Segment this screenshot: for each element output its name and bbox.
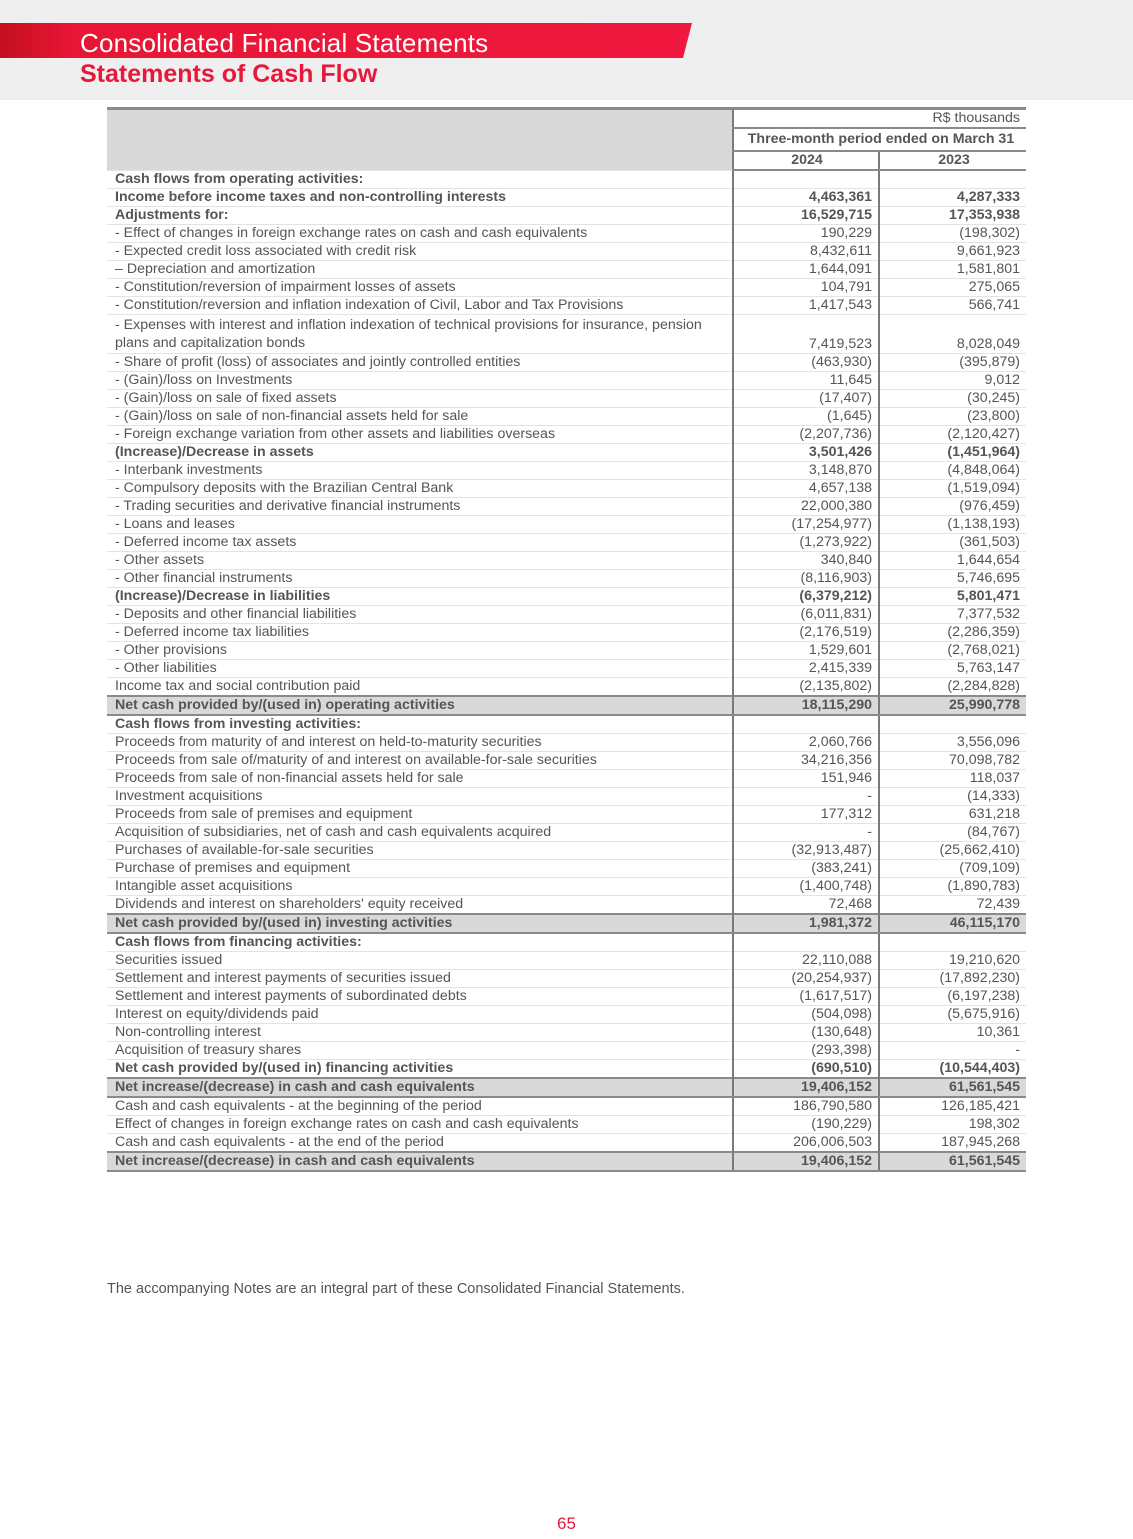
table-row (107, 1097, 1026, 1116)
table-row (107, 279, 1026, 297)
value-2024: 7,419,523 (733, 315, 879, 354)
row-label: Cash flows from operating activities: (107, 170, 733, 189)
row-label: Net cash provided by/(used in) investing activities (107, 914, 733, 933)
row-label: (Increase)/Decrease in liabilities (107, 588, 733, 606)
table-row (107, 914, 1026, 933)
value-2024: 8,432,611 (733, 243, 879, 261)
value-2024: (383,241) (733, 860, 879, 878)
value-2024: (6,379,212) (733, 588, 879, 606)
row-label: (Increase)/Decrease in assets (107, 444, 733, 462)
value-2024: 19,406,152 (733, 1152, 879, 1171)
row-label: Net cash provided by/(used in) financing activities (107, 1060, 733, 1079)
value-2024: 1,529,601 (733, 642, 879, 660)
value-2023: 118,037 (879, 770, 1026, 788)
value-2023: (10,544,403) (879, 1060, 1026, 1079)
table-row (107, 390, 1026, 408)
table-row (107, 225, 1026, 243)
table-row (107, 824, 1026, 842)
row-label: - (Gain)/loss on sale of non-financial assets held for sale (107, 408, 733, 426)
table-row (107, 462, 1026, 480)
value-2024: (32,913,487) (733, 842, 879, 860)
row-label: Cash flows from investing activities: (107, 715, 733, 734)
row-label: Cash flows from financing activities: (107, 933, 733, 952)
value-2024: (293,398) (733, 1042, 879, 1060)
value-2024: - (733, 788, 879, 806)
value-2023: (1,890,783) (879, 878, 1026, 896)
value-2024: 340,840 (733, 552, 879, 570)
value-2023: (84,767) (879, 824, 1026, 842)
table-row (107, 660, 1026, 678)
row-label: Settlement and interest payments of securities issued (107, 970, 733, 988)
value-2023: 9,661,923 (879, 243, 1026, 261)
value-2023: 7,377,532 (879, 606, 1026, 624)
value-2024: (1,273,922) (733, 534, 879, 552)
value-2024: 1,417,543 (733, 297, 879, 315)
row-label: - Other liabilities (107, 660, 733, 678)
value-2024: (690,510) (733, 1060, 879, 1079)
value-2024: 104,791 (733, 279, 879, 297)
table-row (107, 498, 1026, 516)
value-2024: (17,254,977) (733, 516, 879, 534)
row-label: - Other provisions (107, 642, 733, 660)
table-row (107, 734, 1026, 752)
cash-flow-table (107, 107, 1026, 1172)
table-row (107, 480, 1026, 498)
value-2024: (1,617,517) (733, 988, 879, 1006)
row-label: Proceeds from sale of/maturity of and interest on available-for-sale securities (107, 752, 733, 770)
row-label: Net cash provided by/(used in) operating activities (107, 696, 733, 715)
value-2023: 17,353,938 (879, 207, 1026, 225)
table-row (107, 297, 1026, 315)
row-label: Acquisition of subsidiaries, net of cash and cash equivalents acquired (107, 824, 733, 842)
table-row (107, 624, 1026, 642)
value-2024: (463,930) (733, 354, 879, 372)
value-2023: 187,945,268 (879, 1134, 1026, 1153)
table-row (107, 970, 1026, 988)
value-2024: 1,644,091 (733, 261, 879, 279)
value-2024: 22,110,088 (733, 952, 879, 970)
row-label: - Deferred income tax liabilities (107, 624, 733, 642)
value-2024: 1,981,372 (733, 914, 879, 933)
table-row (107, 1042, 1026, 1060)
value-2023: (361,503) (879, 534, 1026, 552)
row-label: Purchase of premises and equipment (107, 860, 733, 878)
value-2023: 8,028,049 (879, 315, 1026, 354)
value-2023: 198,302 (879, 1116, 1026, 1134)
footnote: The accompanying Notes are an integral part of these Consolidated Financial Statements. (107, 1281, 685, 1297)
value-2023: (709,109) (879, 860, 1026, 878)
row-label: Income before income taxes and non-controlling interests (107, 189, 733, 207)
value-2024: 22,000,380 (733, 498, 879, 516)
table-row (107, 354, 1026, 372)
row-label: - Trading securities and derivative financial instruments (107, 498, 733, 516)
value-2024: (20,254,937) (733, 970, 879, 988)
table-row (107, 426, 1026, 444)
table-row (107, 806, 1026, 824)
row-label: Investment acquisitions (107, 788, 733, 806)
table-row (107, 570, 1026, 588)
value-2024: 151,946 (733, 770, 879, 788)
table-row (107, 261, 1026, 279)
value-2023: 61,561,545 (879, 1078, 1026, 1097)
value-2023: (395,879) (879, 354, 1026, 372)
currency-unit: R$ thousands (733, 109, 1026, 129)
value-2024: 2,060,766 (733, 734, 879, 752)
table-row (107, 642, 1026, 660)
value-2023: 566,741 (879, 297, 1026, 315)
value-2024: (2,135,802) (733, 678, 879, 697)
value-2023: 10,361 (879, 1024, 1026, 1042)
table-row (107, 1152, 1026, 1171)
row-label: Proceeds from sale of premises and equipment (107, 806, 733, 824)
value-2023: 1,581,801 (879, 261, 1026, 279)
table-row (107, 588, 1026, 606)
value-2024: (2,207,736) (733, 426, 879, 444)
row-label: Securities issued (107, 952, 733, 970)
value-2023: 72,439 (879, 896, 1026, 915)
row-label: - Foreign exchange variation from other assets and liabilities overseas (107, 426, 733, 444)
period-heading: Three-month period ended on March 31 (733, 128, 1026, 151)
value-2024: - (733, 824, 879, 842)
value-2024: 16,529,715 (733, 207, 879, 225)
table-row (107, 315, 1026, 354)
value-2023: 9,012 (879, 372, 1026, 390)
value-2024: 11,645 (733, 372, 879, 390)
row-label: Non-controlling interest (107, 1024, 733, 1042)
value-2024: 19,406,152 (733, 1078, 879, 1097)
table-row (107, 516, 1026, 534)
row-label: - Constitution/reversion and inflation indexation of Civil, Labor and Tax Provisions (107, 297, 733, 315)
row-label: Net increase/(decrease) in cash and cash equivalents (107, 1152, 733, 1171)
statement-title: Statements of Cash Flow (80, 60, 378, 88)
table-row (107, 1116, 1026, 1134)
value-2023: (14,333) (879, 788, 1026, 806)
row-label: - Effect of changes in foreign exchange rates on cash and cash equivalents (107, 225, 733, 243)
value-2024: 206,006,503 (733, 1134, 879, 1153)
row-label: - Share of profit (loss) of associates and jointly controlled entities (107, 354, 733, 372)
value-2024: (1,400,748) (733, 878, 879, 896)
value-2023: 4,287,333 (879, 189, 1026, 207)
row-label: - Deposits and other financial liabilities (107, 606, 733, 624)
value-2023: (2,768,021) (879, 642, 1026, 660)
row-label: - (Gain)/loss on sale of fixed assets (107, 390, 733, 408)
value-2024: (1,645) (733, 408, 879, 426)
value-2023: 1,644,654 (879, 552, 1026, 570)
row-label: - (Gain)/loss on Investments (107, 372, 733, 390)
row-label: - Expected credit loss associated with credit risk (107, 243, 733, 261)
value-2024: 186,790,580 (733, 1097, 879, 1116)
table-row (107, 372, 1026, 390)
value-2024 (733, 170, 879, 189)
value-2023 (879, 715, 1026, 734)
value-2023: (25,662,410) (879, 842, 1026, 860)
value-2023: (5,675,916) (879, 1006, 1026, 1024)
table-row (107, 788, 1026, 806)
year-2023-header: 2023 (879, 151, 1026, 170)
table-row (107, 243, 1026, 261)
row-label: Settlement and interest payments of subordinated debts (107, 988, 733, 1006)
row-label: - Constitution/reversion of impairment losses of assets (107, 279, 733, 297)
row-label: Net increase/(decrease) in cash and cash equivalents (107, 1078, 733, 1097)
value-2023: (1,138,193) (879, 516, 1026, 534)
section-title: Consolidated Financial Statements (80, 28, 489, 58)
value-2023 (879, 933, 1026, 952)
table-row (107, 752, 1026, 770)
value-2023: 70,098,782 (879, 752, 1026, 770)
row-label: Proceeds from maturity of and interest on held-to-maturity securities (107, 734, 733, 752)
row-label: Intangible asset acquisitions (107, 878, 733, 896)
value-2024: 18,115,290 (733, 696, 879, 715)
value-2023: (1,519,094) (879, 480, 1026, 498)
value-2024: (504,098) (733, 1006, 879, 1024)
table-row (107, 715, 1026, 734)
row-label: Adjustments for: (107, 207, 733, 225)
value-2023: 126,185,421 (879, 1097, 1026, 1116)
row-label: Interest on equity/dividends paid (107, 1006, 733, 1024)
table-header-currency-row (107, 109, 1026, 129)
table-row (107, 770, 1026, 788)
row-label: Acquisition of treasury shares (107, 1042, 733, 1060)
value-2024 (733, 933, 879, 952)
row-label: Income tax and social contribution paid (107, 678, 733, 697)
value-2024: (6,011,831) (733, 606, 879, 624)
cash-flow-body (107, 170, 1026, 1171)
value-2023: 275,065 (879, 279, 1026, 297)
value-2023: 19,210,620 (879, 952, 1026, 970)
table-row (107, 842, 1026, 860)
value-2023: (198,302) (879, 225, 1026, 243)
value-2024: 34,216,356 (733, 752, 879, 770)
value-2024 (733, 715, 879, 734)
row-label: Proceeds from sale of non-financial assets held for sale (107, 770, 733, 788)
table-row (107, 444, 1026, 462)
table-row (107, 552, 1026, 570)
value-2023: 5,763,147 (879, 660, 1026, 678)
table-row (107, 678, 1026, 697)
value-2023: 5,746,695 (879, 570, 1026, 588)
table-row (107, 988, 1026, 1006)
value-2023: (976,459) (879, 498, 1026, 516)
value-2024: 190,229 (733, 225, 879, 243)
table-row (107, 1006, 1026, 1024)
value-2024: (190,229) (733, 1116, 879, 1134)
row-label: - Compulsory deposits with the Brazilian Central Bank (107, 480, 733, 498)
table-row (107, 1078, 1026, 1097)
table-row (107, 1024, 1026, 1042)
row-label: Purchases of available-for-sale securities (107, 842, 733, 860)
table-row (107, 170, 1026, 189)
row-label: Cash and cash equivalents - at the beginning of the period (107, 1097, 733, 1116)
value-2023: 61,561,545 (879, 1152, 1026, 1171)
value-2024: (2,176,519) (733, 624, 879, 642)
value-2023: (2,120,427) (879, 426, 1026, 444)
value-2024: 2,415,339 (733, 660, 879, 678)
value-2024: 177,312 (733, 806, 879, 824)
table-row (107, 933, 1026, 952)
table-row (107, 1060, 1026, 1079)
table-row (107, 606, 1026, 624)
row-label: - Loans and leases (107, 516, 733, 534)
value-2023: 25,990,778 (879, 696, 1026, 715)
table-row (107, 878, 1026, 896)
value-2023: (23,800) (879, 408, 1026, 426)
row-label: - Other financial instruments (107, 570, 733, 588)
value-2024: 3,501,426 (733, 444, 879, 462)
year-2024-header: 2024 (733, 151, 879, 170)
value-2023: (2,286,359) (879, 624, 1026, 642)
row-label: - Deferred income tax assets (107, 534, 733, 552)
table-row (107, 408, 1026, 426)
table-row (107, 896, 1026, 915)
value-2023: (2,284,828) (879, 678, 1026, 697)
value-2023: (30,245) (879, 390, 1026, 408)
table-row (107, 952, 1026, 970)
table-row (107, 696, 1026, 715)
row-label: Dividends and interest on shareholders' equity received (107, 896, 733, 915)
row-label: - Interbank investments (107, 462, 733, 480)
value-2024: (130,648) (733, 1024, 879, 1042)
value-2023: (4,848,064) (879, 462, 1026, 480)
page-number: 65 (557, 1514, 576, 1533)
table-row (107, 860, 1026, 878)
table-row (107, 207, 1026, 225)
header-blank-cell (107, 109, 733, 171)
row-label: Cash and cash equivalents - at the end of the period (107, 1134, 733, 1153)
value-2023: 5,801,471 (879, 588, 1026, 606)
value-2024: 4,657,138 (733, 480, 879, 498)
row-label: Effect of changes in foreign exchange rates on cash and cash equivalents (107, 1116, 733, 1134)
value-2023: - (879, 1042, 1026, 1060)
value-2023 (879, 170, 1026, 189)
row-label: - Other assets (107, 552, 733, 570)
value-2024: 72,468 (733, 896, 879, 915)
value-2023: 631,218 (879, 806, 1026, 824)
table-row (107, 189, 1026, 207)
table-row (107, 534, 1026, 552)
value-2023: (6,197,238) (879, 988, 1026, 1006)
row-label: - Expenses with interest and inflation indexation of technical provisions for insurance, pension plans and capitalization bonds (107, 315, 733, 354)
row-label: – Depreciation and amortization (107, 261, 733, 279)
value-2023: 46,115,170 (879, 914, 1026, 933)
value-2023: (17,892,230) (879, 970, 1026, 988)
value-2023: (1,451,964) (879, 444, 1026, 462)
value-2024: (8,116,903) (733, 570, 879, 588)
value-2023: 3,556,096 (879, 734, 1026, 752)
value-2024: 3,148,870 (733, 462, 879, 480)
table-row (107, 1134, 1026, 1153)
value-2024: 4,463,361 (733, 189, 879, 207)
value-2024: (17,407) (733, 390, 879, 408)
